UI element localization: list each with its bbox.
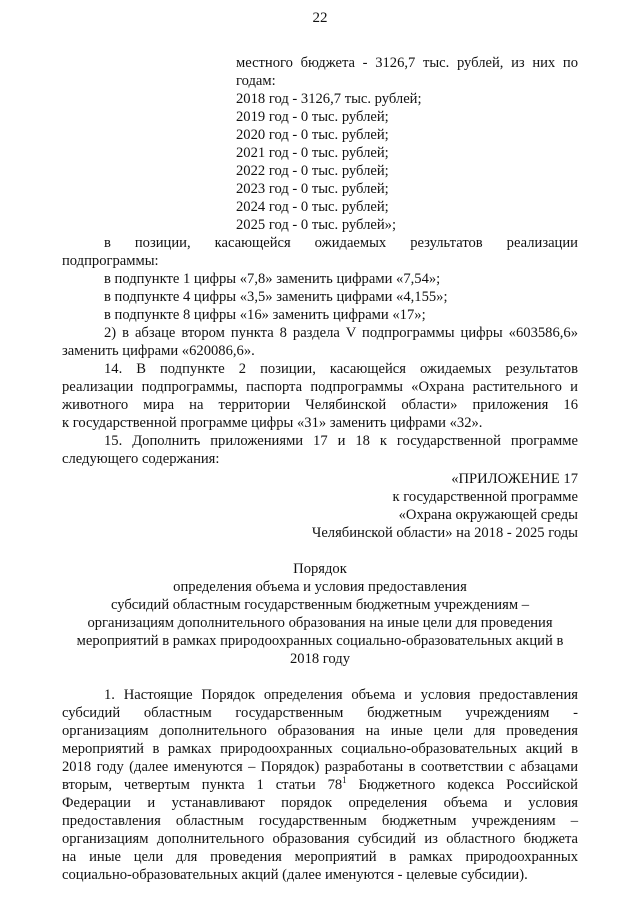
results-line: в позиции, касающейся ожидаемых результатов реализации bbox=[104, 235, 578, 251]
appendix-header-line: «Охрана окружающей среды bbox=[398, 507, 578, 523]
procedure-title: 2018 году bbox=[289, 651, 351, 667]
budget-line: местного бюджета - 3126,7 тыс. рублей, из них по bbox=[236, 55, 578, 71]
procedure-title: организациям дополнительного образования на иные цели для проведения bbox=[87, 615, 553, 631]
para1-line bbox=[62, 776, 578, 794]
superscript: 1 bbox=[342, 775, 347, 786]
page-number: 22 bbox=[312, 10, 328, 26]
item2-line: 2) в абзаце втором пункта 8 раздела V подпрограммы цифры «603586,6» bbox=[104, 325, 578, 341]
para1-line-part: вторым, четвертым пункта 1 статьи 78 bbox=[62, 777, 343, 793]
appendix-header-line: к государственной программе bbox=[392, 489, 578, 505]
budget-year-line: 2019 год - 0 тыс. рублей; bbox=[236, 109, 389, 125]
para1-line: 1. Настоящие Порядок определения объема и условия предоставления bbox=[104, 687, 578, 703]
item15-line: следующего содержания: bbox=[62, 451, 220, 467]
item15-line: 15. Дополнить приложениями 17 и 18 к государственной программе bbox=[104, 433, 578, 449]
budget-year-line: 2023 год - 0 тыс. рублей; bbox=[236, 181, 389, 197]
budget-year-line: 2021 год - 0 тыс. рублей; bbox=[236, 145, 389, 161]
appendix-header-line: Челябинской области» на 2018 - 2025 годы bbox=[311, 525, 578, 541]
procedure-title: определения объема и условия предоставления bbox=[173, 579, 467, 595]
budget-year-line: 2018 год - 3126,7 тыс. рублей; bbox=[236, 91, 422, 107]
para1-line: социально-образовательных акций (далее именуются - целевые субсидии). bbox=[62, 867, 528, 883]
item14-line: 14. В подпункте 2 позиции, касающейся ожидаемых результатов bbox=[104, 361, 578, 377]
item14-line: реализации подпрограммы, паспорта подпрограммы «Охрана растительного и bbox=[62, 379, 578, 395]
item2-line: заменить цифрами «620086,6». bbox=[62, 343, 255, 359]
para1-line: организациям дополнительного образования на иные цели для проведения bbox=[62, 723, 578, 739]
budget-year-line: 2025 год - 0 тыс. рублей»; bbox=[236, 217, 397, 233]
results-subitem: в подпункте 4 цифры «3,5» заменить цифрами «4,155»; bbox=[104, 289, 448, 305]
para1-line-part: Бюджетного кодекса Российской bbox=[346, 777, 578, 793]
budget-year-line: 2024 год - 0 тыс. рублей; bbox=[236, 199, 389, 215]
budget-line: годам: bbox=[236, 73, 276, 89]
item14-line: к государственной программе цифры «31» заменить цифрами «32». bbox=[62, 415, 483, 431]
results-subitem: в подпункте 8 цифры «16» заменить цифрами «17»; bbox=[104, 307, 426, 323]
procedure-title: субсидий областным государственным бюджетным учреждениям – bbox=[110, 597, 530, 613]
budget-year-line: 2022 год - 0 тыс. рублей; bbox=[236, 163, 389, 179]
para1-line: субсидий областным государственным бюджетным учреждениям - bbox=[62, 705, 578, 721]
para1-line: мероприятий в рамках природоохранных социально-образовательных акций в bbox=[62, 741, 578, 757]
item14-line: животного мира на территории Челябинской области» приложения 16 bbox=[62, 397, 578, 413]
para1-line: Федерации и устанавливают порядок определения объема и условия bbox=[62, 795, 578, 811]
budget-year-line: 2020 год - 0 тыс. рублей; bbox=[236, 127, 389, 143]
para1-line: 2018 году (далее именуются – Порядок) разработаны в соответствии с абзацами bbox=[62, 759, 578, 775]
para1-line: предоставления областным государственным бюджетным учреждениям – bbox=[62, 813, 578, 829]
para1-line: на иные цели для проведения мероприятий в рамках природоохранных bbox=[62, 849, 578, 865]
para1-line: организациям дополнительного образования субсидий из областного бюджета bbox=[62, 831, 578, 847]
appendix-header-line: «ПРИЛОЖЕНИЕ 17 bbox=[451, 471, 578, 487]
results-subitem: в подпункте 1 цифры «7,8» заменить цифрами «7,54»; bbox=[104, 271, 441, 287]
results-line: подпрограммы: bbox=[62, 253, 159, 269]
procedure-title: Порядок bbox=[293, 561, 347, 577]
procedure-title: мероприятий в рамках природоохранных социально-образовательных акций в bbox=[76, 633, 564, 649]
